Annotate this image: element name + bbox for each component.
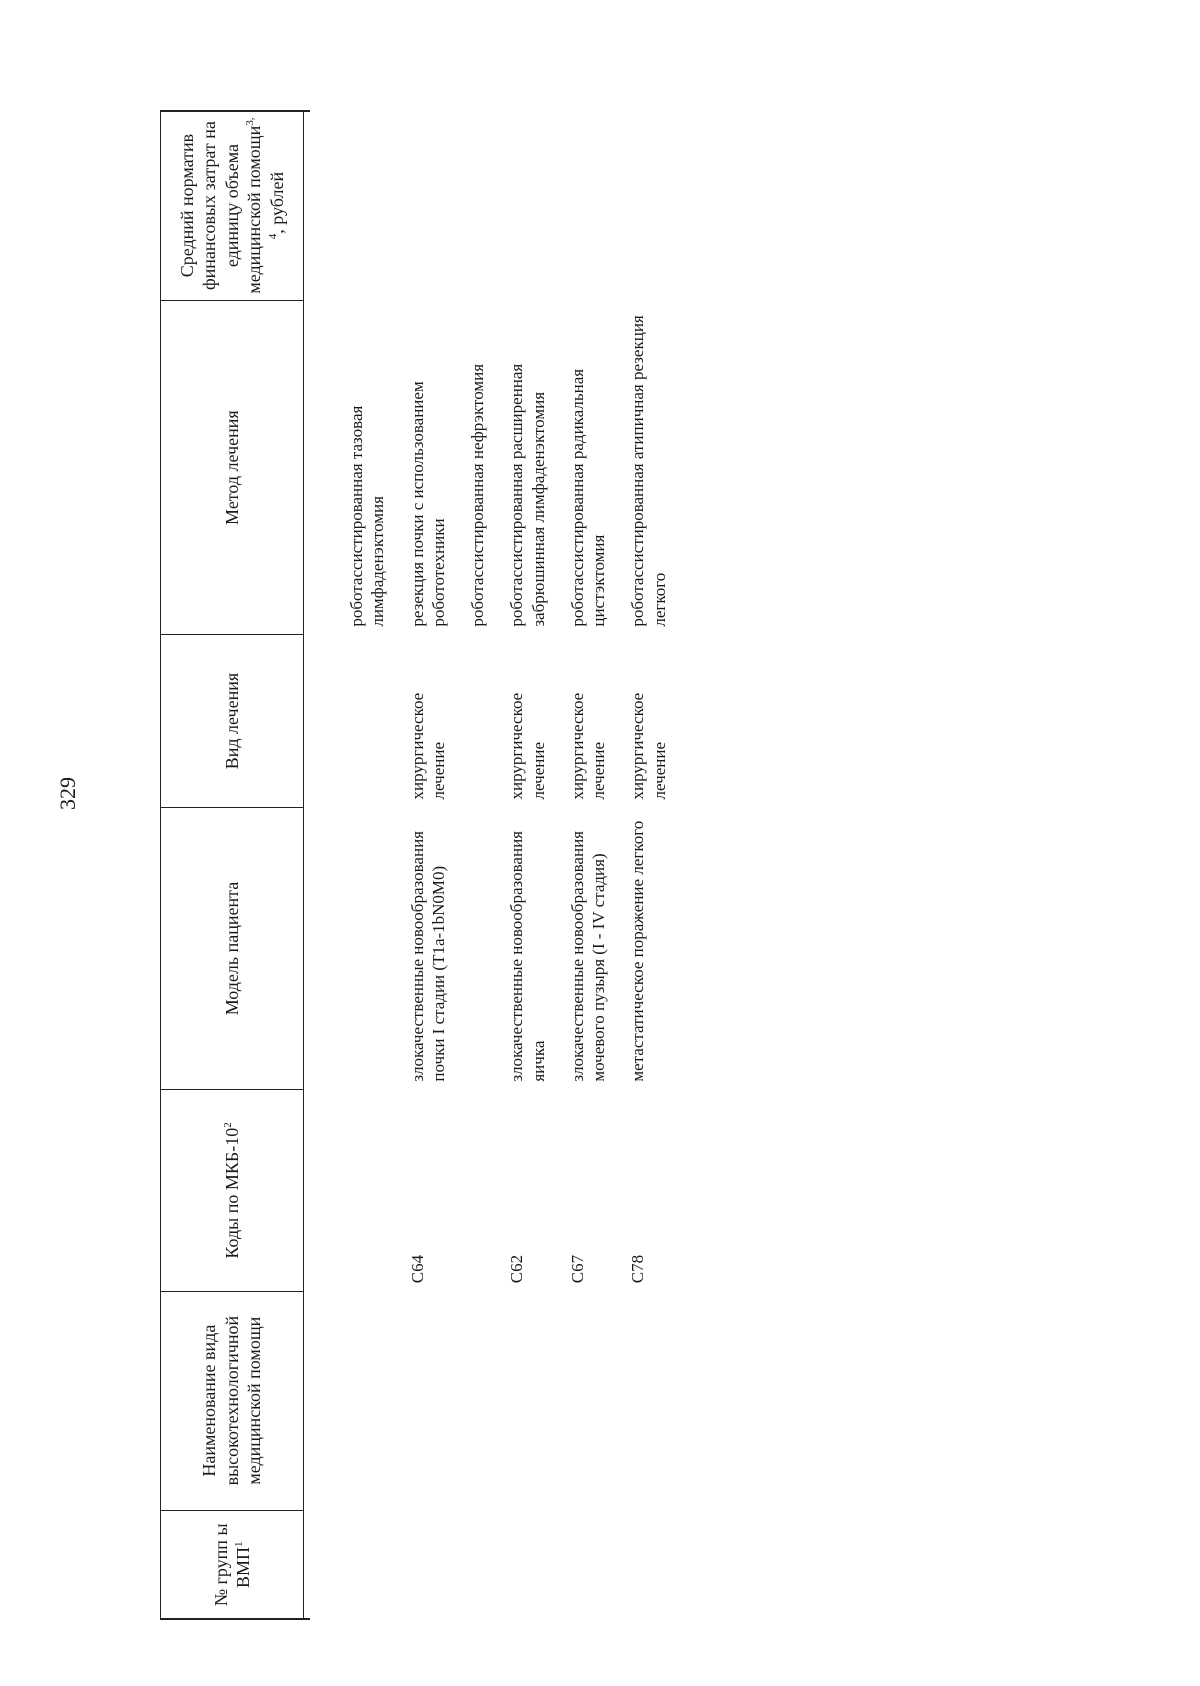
cell-cost xyxy=(461,111,500,301)
spacer-row xyxy=(304,111,341,1620)
cell-method: роботассистированная атипичная резекция легкого xyxy=(628,315,669,627)
header-treatment-type: Вид лечения xyxy=(161,635,304,808)
cell-cost xyxy=(621,111,682,301)
cell-type: хирургическое лечение xyxy=(407,692,448,800)
table-right-border xyxy=(160,110,310,112)
cell-type xyxy=(340,635,401,808)
table-row xyxy=(461,111,500,1620)
table-row xyxy=(401,111,462,1620)
cell-method: роботассистированная тазовая лимфаденэктомия xyxy=(347,405,388,627)
page-number: 329 xyxy=(55,777,80,810)
cell-group xyxy=(461,1510,500,1619)
cell-type: хирургическое лечение xyxy=(628,692,669,800)
header-icd-codes: Коды по МКБ-$10^2$ xyxy=(161,1090,304,1292)
rotated-table-container xyxy=(160,110,1020,1620)
cell-cost xyxy=(500,111,561,301)
cell-name xyxy=(621,1291,682,1510)
cell-code: C78 xyxy=(628,1254,648,1284)
cell-name xyxy=(500,1291,561,1510)
services-table xyxy=(160,110,682,1620)
header-care-name: Наименование вида высокотехнологичной медицинской помощи xyxy=(161,1291,304,1510)
cell-group xyxy=(621,1510,682,1619)
table-row xyxy=(561,111,622,1620)
cell-method: резекция почки с использованием робототехники xyxy=(407,381,448,627)
cell-code xyxy=(461,1090,500,1292)
cell-group xyxy=(401,1510,462,1619)
cell-type: хирургическое лечение xyxy=(507,692,548,800)
header-group-number: № групп ы ВМП$^1$ xyxy=(161,1510,304,1619)
header-treatment-method: Метод лечения xyxy=(161,301,304,635)
cell-group xyxy=(340,1510,401,1619)
cell-name xyxy=(401,1291,462,1510)
cell-code: C67 xyxy=(567,1254,587,1284)
header-cost-norm: Средний норматив финансовых затрат на единицу объема медицинской помощи$^{3, 4}$, рублей xyxy=(161,111,304,301)
cell-group xyxy=(500,1510,561,1619)
table-row xyxy=(340,111,401,1620)
cell-cost xyxy=(561,111,622,301)
cell-model xyxy=(340,807,401,1089)
cell-model: метастатическое поражение легкого xyxy=(628,820,648,1082)
cell-code xyxy=(340,1090,401,1292)
cell-name xyxy=(561,1291,622,1510)
cell-name xyxy=(340,1291,401,1510)
cell-model: злокачественные новообразования мочевого пузыря (I - IV стадия) xyxy=(567,831,608,1082)
cell-model: злокачественные новообразования яичка xyxy=(507,831,548,1082)
cell-model xyxy=(461,807,500,1089)
cell-method: роботассистированная радикальная цистэктомия xyxy=(567,368,608,627)
cell-cost xyxy=(340,111,401,301)
cell-code: C64 xyxy=(407,1254,427,1284)
cell-type: хирургическое лечение xyxy=(567,692,608,800)
cell-method: роботассистированная нефрэктомия xyxy=(468,363,487,627)
table-row xyxy=(500,111,561,1620)
table-row xyxy=(621,111,682,1620)
header-patient-model: Модель пациента xyxy=(161,807,304,1089)
cell-model: злокачественные новообразования почки I стадии (T1a-1bN0M0) xyxy=(407,831,448,1082)
cell-code: C62 xyxy=(507,1254,527,1284)
cell-type xyxy=(461,635,500,808)
cell-method: роботассистированная расширенная забрюшинная лимфаденэктомия xyxy=(507,363,548,627)
cell-name xyxy=(461,1291,500,1510)
table-left-border xyxy=(160,1618,310,1620)
header-row xyxy=(161,111,304,1620)
cell-group xyxy=(561,1510,622,1619)
cell-cost xyxy=(401,111,462,301)
